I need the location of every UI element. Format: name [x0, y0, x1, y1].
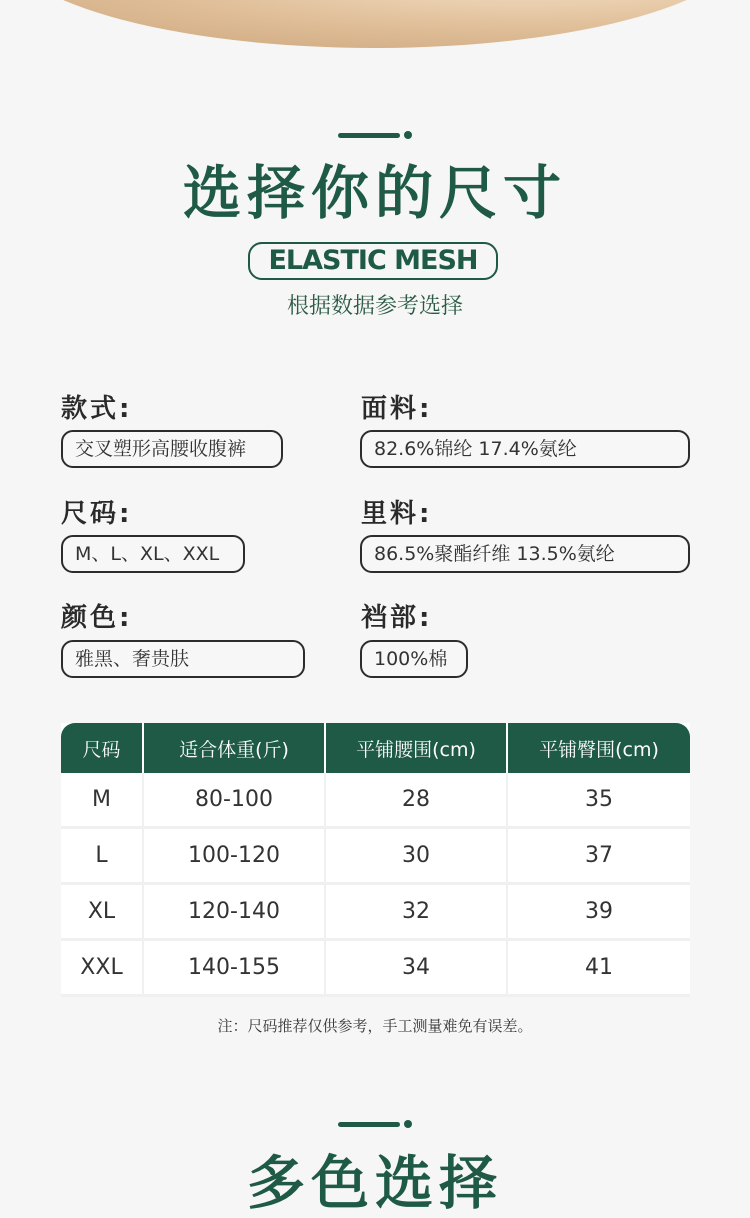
table-row — [61, 884, 690, 940]
table-cell: 39 — [507, 884, 690, 940]
section-decoration-line — [338, 1122, 400, 1127]
table-cell: L — [61, 828, 143, 884]
spec-value-fabric: 82.6%锦纶 17.4%氨纶 — [360, 430, 690, 468]
spec-label-style: 款式: — [61, 394, 133, 424]
table-cell: 30 — [325, 828, 507, 884]
spec-value-lining: 86.5%聚酯纤维 13.5%氨纶 — [360, 535, 690, 573]
spec-value-color: 雅黑、奢贵肤 — [61, 640, 305, 678]
table-cell: 100-120 — [143, 828, 325, 884]
table-header-waist: 平铺腰围(cm) — [325, 723, 507, 773]
table-cell: XL — [61, 884, 143, 940]
title-decoration-dot — [404, 131, 412, 139]
next-section-title: 多色选择 — [246, 1149, 503, 1217]
table-header-hip: 平铺臀围(cm) — [507, 723, 690, 773]
table-cell: 35 — [507, 773, 690, 828]
table-cell: 140-155 — [143, 940, 325, 996]
disclaimer-note: 注：尺码推荐仅供参考，手工测量难免有误差。 — [217, 1017, 533, 1035]
table-header-row — [61, 723, 690, 773]
spec-label-fabric: 面料: — [361, 394, 433, 424]
page-subtitle: 根据数据参考选择 — [286, 294, 463, 319]
table-cell: 80-100 — [143, 773, 325, 828]
size-chart-table — [61, 723, 690, 997]
section-decoration-dot — [404, 1120, 412, 1128]
page-title: 选择你的尺寸 — [182, 159, 567, 227]
table-cell: XXL — [61, 940, 143, 996]
table-row — [61, 828, 690, 884]
spec-value-size: M、L、XL、XXL — [61, 535, 245, 573]
spec-value-crotch: 100%棉 — [360, 640, 468, 678]
spec-label-lining: 里料: — [361, 499, 433, 529]
table-header-size: 尺码 — [61, 723, 143, 773]
table-cell: 28 — [325, 773, 507, 828]
table-cell: 34 — [325, 940, 507, 996]
table-row — [61, 773, 690, 828]
table-header-weight: 适合体重(斤) — [143, 723, 325, 773]
table-cell: 37 — [507, 828, 690, 884]
table-cell: M — [61, 773, 143, 828]
table-cell: 32 — [325, 884, 507, 940]
table-row — [61, 940, 690, 996]
elastic-mesh-badge: ELASTIC MESH — [248, 242, 498, 280]
table-cell: 41 — [507, 940, 690, 996]
title-decoration-line — [338, 133, 400, 138]
spec-label-crotch: 裆部: — [361, 603, 433, 633]
spec-label-color: 颜色: — [61, 603, 133, 633]
table-cell: 120-140 — [143, 884, 325, 940]
fabric-photo-top — [0, 0, 750, 48]
spec-value-style: 交叉塑形高腰收腹裤 — [61, 430, 283, 468]
spec-label-size: 尺码: — [61, 499, 133, 529]
